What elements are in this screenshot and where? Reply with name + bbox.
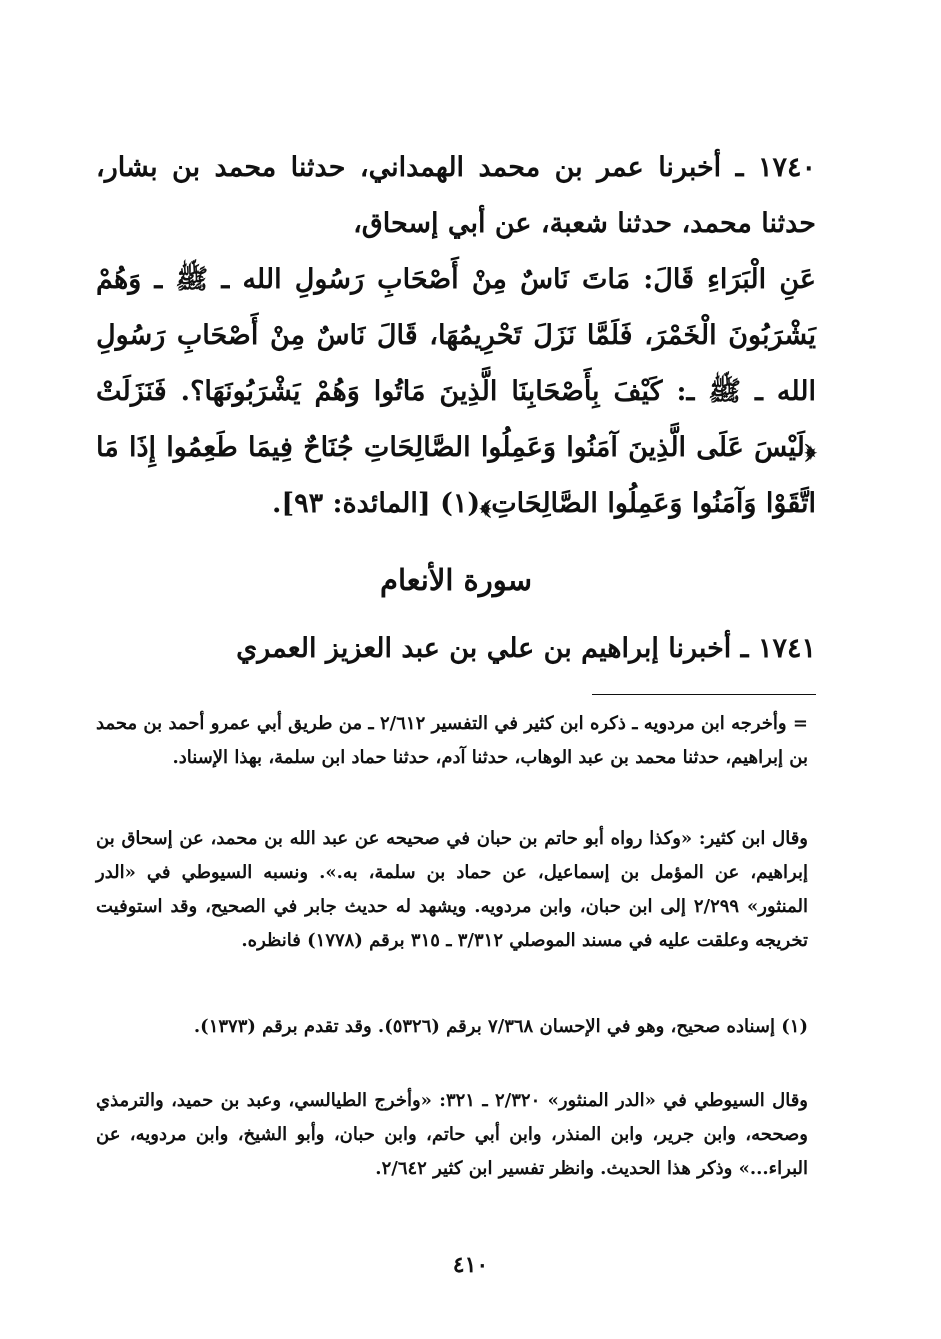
footnote-ibn-kathir: وقال ابن كثير: «وكذا رواه أبو حاتم بن حبان في صحيحه عن عبد الله بن محمد، عن إسحاق بن إبراهيم، عن المؤمل بن إسماعيل، عن حماد بن سلمة، به.». ونسبه السيوطي في «الدر المنثور» ٢/٢٩٩ إلى ابن حبان، وابن مردويه. ويشهد له حديث جابر في الصحيح، وقد استوفيت تخريجه وعلقت عليه في مسند الموصلي ٣/٣١٢ ـ ٣١٥ برقم (١٧٧٨) فانظره.: [96, 828, 808, 951]
hadith-1740-matn: عَنِ الْبَرَاءِ قَالَ: مَاتَ نَاسٌ مِنْ أَصْحَابِ رَسُولِ الله ـ ﷺ ـ وَهُمْ يَشْرَبُونَ الْخَمْرَ، فَلَمَّا نَزَلَ تَحْرِيمُهَا، قَالَ نَاسٌ مِنْ أَصْحَابِ رَسُولِ الله ـ ﷺ ـ: كَيْفَ بِأَصْحَابِنَا الَّذِينَ مَاتُوا وَهُمْ يَشْرَبُونَهَا؟. فَنَزَلَتْ ﴿لَيْسَ عَلَى الَّذِينَ آمَنُوا وَعَمِلُوا الصَّالِحَاتِ جُنَاحٌ فِيمَا طَعِمُوا إِذَا مَا اتَّقَوْا وَآمَنُوا وَعَمِلُوا الصَّالِحَاتِ﴾(١) [المائدة: ٩٣].: [96, 264, 816, 519]
hadith-1740-isnad: ١٧٤٠ ـ أخبرنا عمر بن محمد الهمداني، حدثنا محمد بن بشار، حدثنا محمد، حدثنا شعبة، عن أبي إسحاق،: [96, 152, 816, 239]
footnote-continuation: = وأخرجه ابن مردويه ـ ذكره ابن كثير في التفسير ٢/٦١٢ ـ من طريق أبي عمرو أحمد بن محمد بن إبراهيم، حدثنا محمد بن عبد الوهاب، حدثنا آدم، حدثنا حماد ابن سلمة، بهذا الإسناد.: [96, 713, 808, 768]
section-title: سورة الأنعام: [379, 563, 533, 597]
page-number: ٤١٠: [452, 1252, 489, 1278]
footnote-divider: [592, 694, 816, 695]
hadith-1741-isnad: ١٧٤١ ـ أخبرنا إبراهيم بن علي بن عبد العزيز العمري: [236, 633, 816, 664]
footnote-1: (١) إسناده صحيح، وهو في الإحسان ٧/٣٦٨ برقم (٥٣٢٦). وقد تقدم برقم (١٣٧٣).: [193, 1016, 808, 1037]
footnote-suyuti: وقال السيوطي في «الدر المنثور» ٢/٣٢٠ ـ ٣٢١: «وأخرج الطيالسي، وعبد بن حميد، والترمذي وصححه، وابن جرير، وابن المنذر، وابن أبي حاتم، وابن حبان، وأبو الشيخ، وابن مردويه، عن البراء...» وذكر هذا الحديث. وانظر تفسير ابن كثير ٢/٦٤٢.: [96, 1090, 809, 1179]
